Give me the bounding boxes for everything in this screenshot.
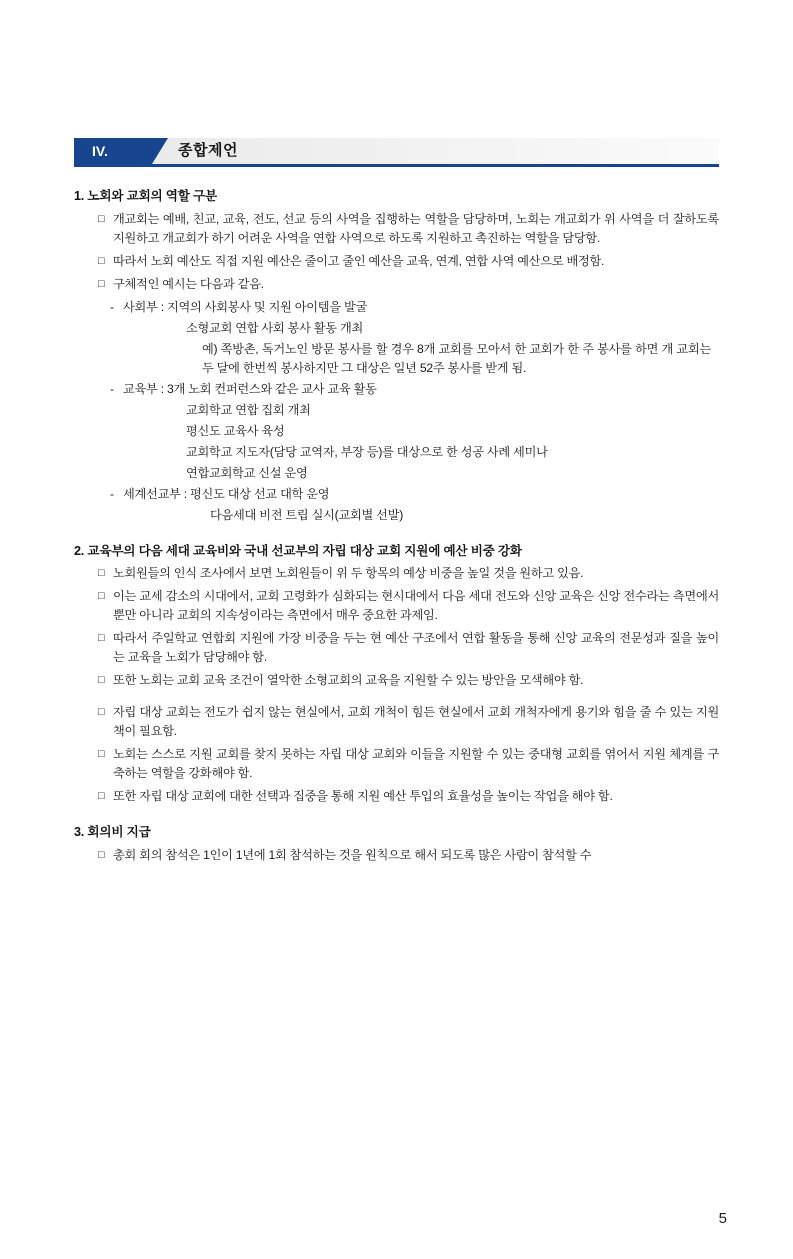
list-item-text: 노회원들의 인식 조사에서 보면 노회원들이 위 두 항목의 예상 비중을 높일 것을 원하고 있음. (113, 566, 584, 581)
sub-line: 교회학교 지도자(담당 교역자, 부장 등)를 대상으로 한 성공 사례 세미나 (186, 444, 548, 459)
list-item (74, 787, 719, 806)
section-banner (74, 138, 719, 168)
sub-line: 연합교회학교 신설 운영 (186, 465, 308, 480)
banner-background (74, 138, 719, 164)
list-item (74, 629, 719, 667)
dash-item (74, 380, 719, 399)
list-item-text: 또한 자립 대상 교회에 대한 선택과 집중을 통해 지원 예산 투입의 효율성을 높이는 작업을 해야 함. (113, 789, 613, 804)
dash-icon: - (110, 486, 115, 501)
list-item (74, 846, 719, 865)
sub-line: 다음세대 비전 트립 실시(교회별 선발) (210, 507, 404, 522)
list-item (74, 275, 719, 294)
list-item-text: 따라서 노회 예산도 직접 지원 예산은 줄이고 줄인 예산을 교육, 연계, 연합 사역 예산으로 배정함. (113, 253, 605, 268)
heading-1: 1. 노회와 교회의 역할 구분 (74, 189, 217, 203)
checkbox-icon: □ (98, 212, 105, 225)
checkbox-icon: □ (98, 567, 105, 580)
dash-item (74, 298, 719, 317)
checkbox-icon: □ (98, 790, 105, 803)
sub-line: 평신도 교육사 육성 (186, 423, 285, 438)
list-item (74, 703, 719, 741)
section-title: 종합제언 (178, 142, 238, 159)
dash-icon: - (110, 299, 115, 314)
dash-item-text: 사회부 : 지역의 사회봉사 및 지원 아이템을 발굴 (123, 299, 368, 314)
checkbox-icon: □ (98, 632, 105, 645)
list-item (74, 252, 719, 271)
banner-slant-decoration (152, 138, 168, 164)
sub-line: 소형교회 연합 사회 봉사 활동 개최 (186, 320, 364, 335)
checkbox-icon: □ (98, 748, 105, 761)
checkbox-icon: □ (98, 254, 105, 267)
list-item (74, 564, 719, 583)
list-item-text: 구체적인 예시는 다음과 같음. (113, 276, 264, 291)
checkbox-icon: □ (98, 848, 105, 861)
list-item (74, 210, 719, 248)
document-page (0, 138, 793, 1259)
document-content (74, 190, 719, 865)
heading-2: 2. 교육부의 다음 세대 교육비와 국내 선교부의 자립 대상 교회 지원에 예산 비중 강화 (74, 543, 522, 558)
list-item-text: 따라서 주일학교 연합회 지원에 가장 비중을 두는 현 예산 구조에서 연합 활동을 통해 신앙 교육의 전문성과 질을 높이는 교육을 노회가 담당해야 함. (113, 631, 719, 665)
checkbox-icon: □ (98, 277, 105, 290)
list-item-text: 개교회는 예배, 친교, 교육, 전도, 선교 등의 사역을 집행하는 역할을 담당하며, 노회는 개교회가 위 사역을 더 잘하도록 지원하고 개교회가 하기 어려운 사역을 연합 사역으로 하도록 지원하고 촉진하는 역할을 담당함. (113, 211, 719, 245)
list-item (74, 587, 719, 625)
paragraph-gap (74, 694, 719, 703)
list-item-text: 총회 회의 참석은 1인이 1년에 1회 참석하는 것을 원칙으로 해서 되도록 많은 사람이 참석할 수 (113, 847, 592, 862)
dash-item (74, 485, 719, 504)
dash-item-text: 교육부 : 3개 노회 컨퍼런스와 같은 교사 교육 활동 (123, 381, 377, 396)
sub-line-example: 예) 쪽방촌, 독거노인 방문 봉사를 할 경우 8개 교회를 모아서 한 교회가 한 주 봉사를 하면 개 교회는 두 달에 한번씩 봉사하지만 그 대상은 일년 52주 봉사를 받게 됨. (202, 341, 711, 375)
section-number: IV. (74, 138, 152, 164)
checkbox-icon: □ (98, 590, 105, 603)
list-item-text: 또한 노회는 교회 교육 조건이 열악한 소형교회의 교육을 지원할 수 있는 방안을 모색해야 함. (113, 673, 584, 688)
list-item (74, 671, 719, 690)
list-item-text: 이는 교세 감소의 시대에서, 교회 고령화가 심화되는 현시대에서 다음 세대 전도와 신앙 교육은 신앙 전수라는 측면에서뿐만 아니라 교회의 지속성이라는 측면에서 매우 중요한 과제임. (113, 589, 719, 623)
page-number: 5 (718, 1210, 727, 1227)
checkbox-icon: □ (98, 674, 105, 687)
sub-line: 교회학교 연합 집회 개최 (186, 402, 311, 417)
heading-3: 3. 회의비 지급 (74, 825, 151, 840)
checkbox-icon: □ (98, 706, 105, 719)
list-item-text: 자립 대상 교회는 전도가 쉽지 않는 현실에서, 교회 개척이 힘든 현실에서 교회 개척자에게 용기와 힘을 줄 수 있는 지원책이 필요함. (113, 705, 719, 739)
dash-item-text: 세계선교부 : 평신도 대상 선교 대학 운영 (123, 486, 330, 501)
banner-underline (74, 164, 719, 167)
dash-icon: - (110, 381, 115, 396)
list-item (74, 745, 719, 783)
list-item-text: 노회는 스스로 지원 교회를 찾지 못하는 자립 대상 교회와 이들을 지원할 수 있는 중대형 교회를 엮어서 지원 체계를 구축하는 역할을 강화해야 함. (113, 747, 719, 781)
